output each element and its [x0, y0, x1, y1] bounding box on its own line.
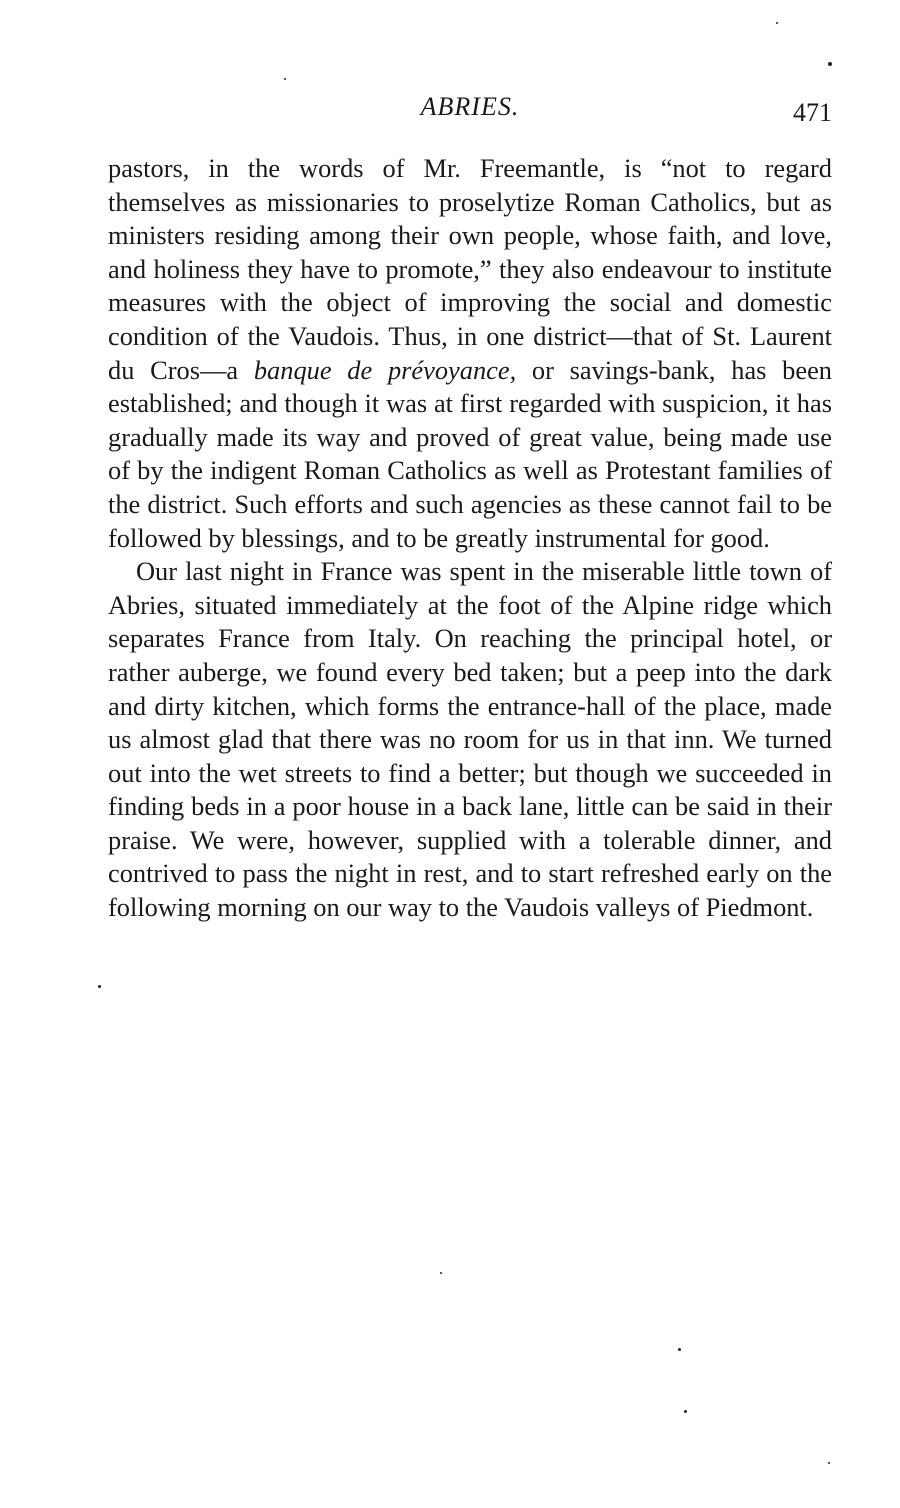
running-head	[108, 92, 832, 132]
body-text	[108, 152, 832, 925]
scan-speck	[828, 62, 832, 66]
scan-speck	[678, 1348, 681, 1351]
italic-phrase: banque de prévoyance,	[253, 354, 517, 385]
scan-speck	[284, 78, 286, 80]
scan-speck	[684, 1410, 687, 1413]
paragraph-text: pastors, in the words of Mr. Freemantle, is “not to regard themselves as missionaries to proselytize Roman Catholics, but as ministers residing among their own people, whose faith, and love, and holiness they have to promote,” they also endeavour to institute measures with the object of improving the social and domestic condition of the Vaudois. Thus, in one district—that of St. Laurent du Cros—a	[108, 153, 832, 385]
paragraph-continued	[108, 152, 832, 555]
scan-speck	[98, 985, 101, 988]
scan-speck	[440, 1272, 442, 1274]
running-title: ABRIES.	[420, 92, 520, 121]
scan-speck	[776, 22, 778, 24]
page-number: 471	[793, 98, 832, 127]
paragraph: Our last night in France was spent in the miserable little town of Abries, situated immediately at the foot of the Alpine ridge which separates France from Italy. On reaching the principal hotel, or rather auberge, we found every bed taken; but a peep into the dark and dirty kitchen, which forms the entrance-hall of the place, made us almost glad that there was no room for us in that inn. We turned out into the wet streets to find a better; but though we succeeded in finding beds in a poor house in a back lane, little can be said in their praise. We were, however, supplied with a tolerable dinner, and contrived to pass the night in rest, and to start refreshed early on the following morning on our way to the Vaudois valleys of Piedmont.	[108, 556, 832, 923]
paragraph-text: or savings-bank, has been established; and though it was at first regarded with suspicion, it has gradually made its way and proved of great value, being made use of by the indigent Roman Catholics as well as Protestant families of the district. Such efforts and such agencies as these cannot fail to be followed by blessings, and to be greatly instrumental for good.	[108, 354, 833, 553]
scan-speck	[828, 1462, 830, 1464]
